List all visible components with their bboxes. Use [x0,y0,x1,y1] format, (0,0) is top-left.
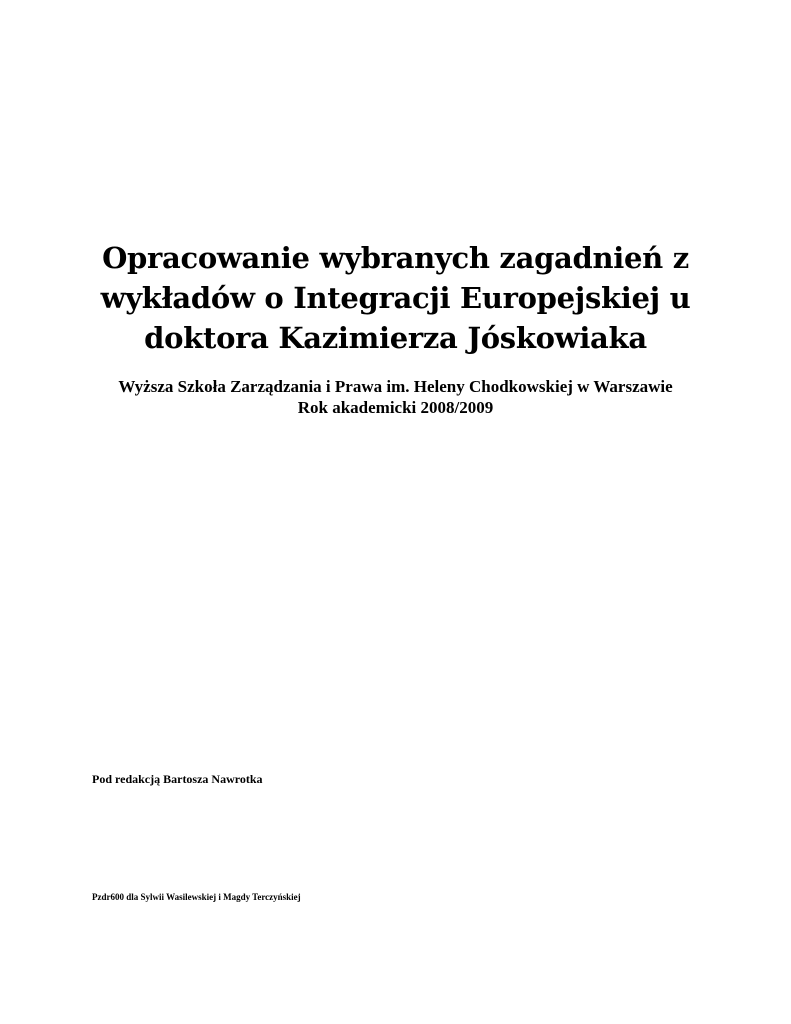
document-subtitle [40,376,751,418]
credits-line: Pzdr600 dla Sylwii Wasilewskiej i Magdy Terczyńskiej [92,892,301,902]
institution-name: Wyższa Szkoła Zarządzania i Prawa im. Heleny Chodkowskiej w Warszawie [118,377,673,396]
title-line-2: wykładów o Integracji Europejskiej u [100,281,691,315]
document-title [60,238,731,358]
title-line-3: doktora Kazimierza Jóskowiaka [144,321,647,355]
academic-year: Rok akademicki 2008/2009 [297,398,494,417]
title-line-1: Opracowanie wybranych zagadnień z [102,241,689,275]
editor-line: Pod redakcją Bartosza Nawrotka [92,772,263,786]
